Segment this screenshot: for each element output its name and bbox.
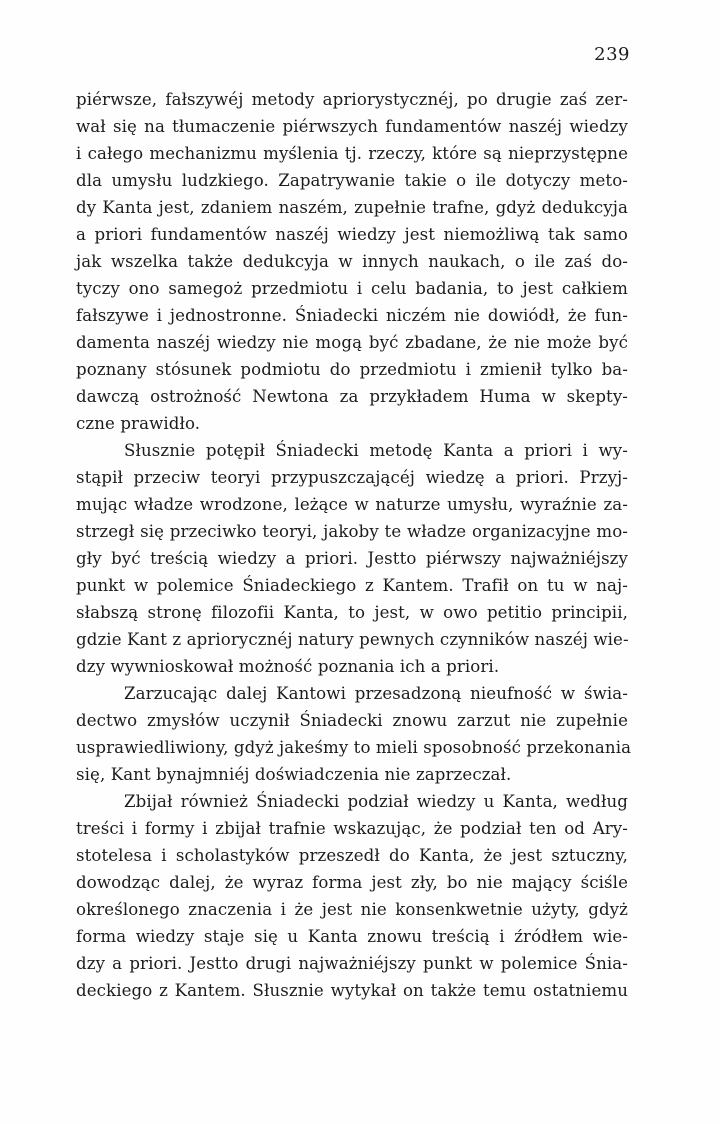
text-line: słabszą stronę filozofii Kanta, to jest, w owo petitio principii, bbox=[76, 603, 628, 622]
paragraph-start-line: Zbijał również Śniadecki podział wiedzy u Kanta, według bbox=[124, 792, 628, 811]
page-number: 239 bbox=[594, 44, 630, 65]
paragraph-start-line: Słusznie potępił Śniadecki metodę Kanta a priori i wy- bbox=[124, 441, 628, 460]
paragraph-end-line: się, Kant bynajmniéj doświadczenia nie zaprzeczał. bbox=[76, 765, 512, 784]
text-line: wał się na tłumaczenie piérwszych fundamentów naszéj wiedzy bbox=[76, 117, 628, 136]
text-line: fałszywe i jednostronne. Śniadecki niczém nie dowiódł, że fun- bbox=[76, 306, 628, 325]
text-line: poznany stósunek podmiotu do przedmiotu i zmienił tylko ba- bbox=[76, 360, 628, 379]
text-line: stąpił przeciw teoryi przypuszczającéj wiedzę a priori. Przyj- bbox=[76, 468, 628, 487]
text-line: punkt w polemice Śniadeckiego z Kantem. Trafił on tu w naj- bbox=[76, 576, 628, 595]
text-line: dawczą ostrożność Newtona za przykładem Huma w skepty- bbox=[76, 387, 628, 406]
text-line: tyczy ono samegoż przedmiotu i celu badania, to jest całkiem bbox=[76, 279, 628, 298]
text-line: strzegł się przeciwko teoryi, jakoby te władze organizacyjne mo- bbox=[76, 522, 628, 541]
text-line: określonego znaczenia i że jest nie konsenkwetnie użyty, gdyż bbox=[76, 900, 628, 919]
text-line: deckiego z Kantem. Słusznie wytykał on także temu ostatniemu bbox=[76, 981, 628, 1000]
text-line: gły być treścią wiedzy a priori. Jestto piérwszy najważniéjszy bbox=[76, 549, 628, 568]
text-line: treści i formy i zbijał trafnie wskazując, że podział ten od Ary- bbox=[76, 819, 628, 838]
text-line: dla umysłu ludzkiego. Zapatrywanie takie o ile dotyczy meto- bbox=[76, 171, 628, 190]
body-text bbox=[76, 86, 632, 1004]
text-line: i całego mechanizmu myślenia tj. rzeczy, które są nieprzystępne bbox=[76, 144, 628, 163]
paragraph-start-line: Zarzucając dalej Kantowi przesadzoną nieufność w świa- bbox=[124, 684, 628, 703]
paragraph-end-line: czne prawidło. bbox=[76, 414, 201, 433]
text-line: dectwo zmysłów uczynił Śniadecki znowu zarzut nie zupełnie bbox=[76, 711, 628, 730]
text-line: piérwsze, fałszywéj metody apriorystycznéj, po drugie zaś zer- bbox=[76, 90, 628, 109]
text-line: dowodząc dalej, że wyraz forma jest zły, bo nie mający ściśle bbox=[76, 873, 628, 892]
text-line: gdzie Kant z apriorycznéj natury pewnych czynników naszéj wie- bbox=[76, 630, 629, 649]
text-line: usprawiedliwiony, gdyż jakeśmy to mieli sposobność przekonania bbox=[76, 738, 632, 757]
text-line: damenta naszéj wiedzy nie mogą być zbadane, że nie może być bbox=[76, 333, 628, 352]
text-line: stotelesa i scholastyków przeszedł do Kanta, że jest sztuczny, bbox=[76, 846, 628, 865]
text-line: mując władze wrodzone, leżące w naturze umysłu, wyraźnie za- bbox=[76, 495, 628, 514]
text-line: forma wiedzy staje się u Kanta znowu treścią i źródłem wie- bbox=[76, 927, 628, 946]
text-line: a priori fundamentów naszéj wiedzy jest niemożliwą tak samo bbox=[76, 225, 628, 244]
paragraph-end-line: dzy wywnioskował możność poznania ich a priori. bbox=[76, 657, 500, 676]
text-line: jak wszelka także dedukcyja w innych naukach, o ile zaś do- bbox=[76, 252, 628, 271]
text-line: dzy a priori. Jestto drugi najważniéjszy punkt w polemice Śnia- bbox=[76, 954, 628, 973]
text-line: dy Kanta jest, zdaniem naszém, zupełnie trafne, gdyż dedukcyja bbox=[76, 198, 628, 217]
